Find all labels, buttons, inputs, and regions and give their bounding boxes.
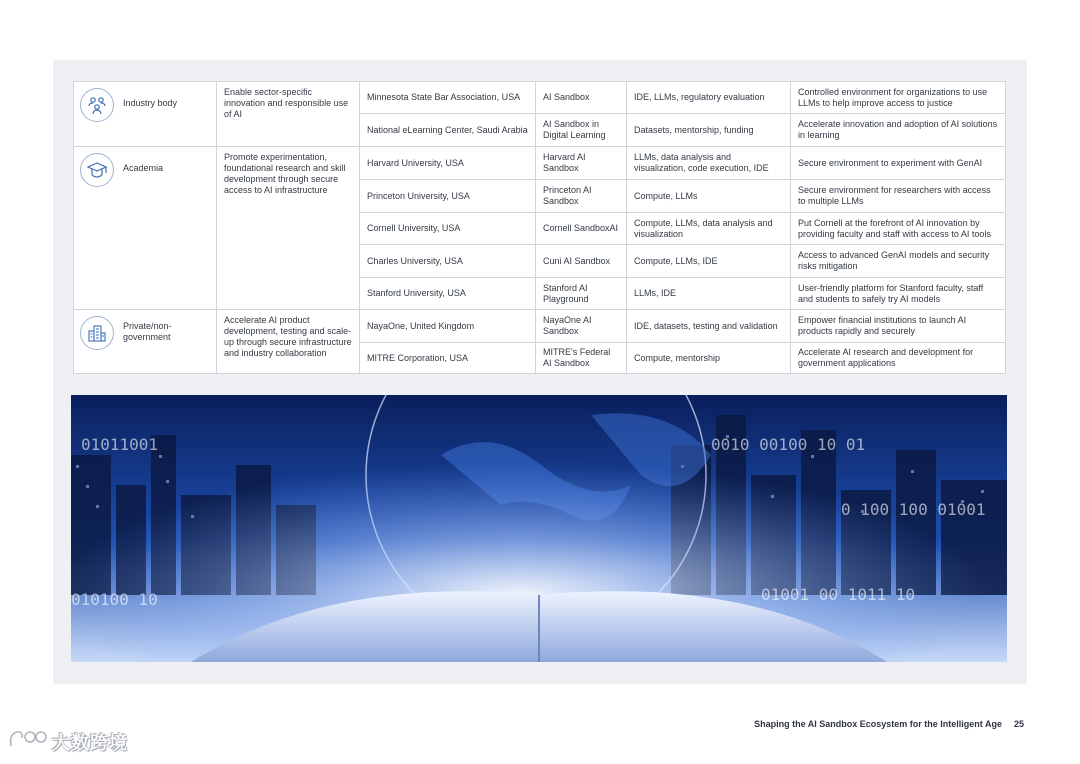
people-network-icon xyxy=(80,88,114,122)
purpose-cell: Put Cornell at the forefront of AI innovation by providing faculty and staff with access to AI tools xyxy=(798,217,991,239)
watermark-logo-icon xyxy=(8,728,48,755)
org-cell: National eLearning Center, Saudi Arabia xyxy=(367,124,528,135)
org-cell: MITRE Corporation, USA xyxy=(367,352,469,363)
graduation-cap-icon xyxy=(80,153,114,187)
org-cell: Princeton University, USA xyxy=(367,190,470,201)
content-panel xyxy=(53,60,1027,684)
page-number: 25 xyxy=(1013,719,1024,729)
purpose-cell: Empower financial institutions to launch AI products rapidly and securely xyxy=(798,315,967,336)
resources-cell: Compute, LLMs, IDE xyxy=(634,255,718,266)
sector-cell xyxy=(74,310,216,373)
sandbox-cell: AI Sandbox in Digital Learning xyxy=(543,119,606,140)
objective-cell: Accelerate AI product development, testing and scale-up through secure infrastructure and industry collaboration xyxy=(224,315,352,358)
resources-cell: Compute, LLMs, data analysis and visualization xyxy=(634,217,773,239)
sector-label: Private/non-government xyxy=(123,321,172,342)
resources-cell: LLMs, data analysis and visualization, code execution, IDE xyxy=(634,152,769,173)
sandbox-cell: AI Sandbox xyxy=(543,92,590,102)
sandbox-table xyxy=(73,81,1006,374)
org-cell: Harvard University, USA xyxy=(367,157,464,168)
watermark xyxy=(8,728,128,755)
purpose-cell: Secure environment to experiment with GenAI xyxy=(798,157,983,168)
resources-cell: Datasets, mentorship, funding xyxy=(634,124,754,135)
sandbox-cell: Princeton AI Sandbox xyxy=(543,185,592,206)
resources-cell: IDE, LLMs, regulatory evaluation xyxy=(634,92,765,102)
watermark-text: 大数跨境 xyxy=(52,732,128,753)
sector-cell xyxy=(74,147,216,309)
resources-cell: Compute, mentorship xyxy=(634,352,721,363)
purpose-cell: Accelerate innovation and adoption of AI solutions in learning xyxy=(798,119,998,140)
svg-text:0 100 100 01001: 0 100 100 01001 xyxy=(841,500,986,519)
svg-text:010100 10: 010100 10 xyxy=(71,590,158,609)
org-cell: Cornell University, USA xyxy=(367,223,461,233)
sandbox-cell: Harvard AI Sandbox xyxy=(543,152,586,173)
purpose-cell: Access to advanced GenAI models and security risks mitigation xyxy=(798,250,990,271)
sandbox-cell: Cuni AI Sandbox xyxy=(543,255,611,266)
sandbox-cell: Stanford AI Playground xyxy=(543,282,589,304)
svg-text:01011001: 01011001 xyxy=(81,435,159,454)
objective-cell: Promote experimentation, foundational research and skill development through secure access to AI infrastructure xyxy=(224,152,346,195)
resources-cell: Compute, LLMs xyxy=(634,190,698,201)
sector-label: Industry body xyxy=(123,98,178,108)
org-cell: Charles University, USA xyxy=(367,255,463,266)
org-cell: Stanford University, USA xyxy=(367,288,466,298)
org-cell: NayaOne, United Kingdom xyxy=(367,320,475,331)
svg-text:01001 00 1011 10: 01001 00 1011 10 xyxy=(761,585,916,604)
objective-cell: Enable sector-specific innovation and responsible use of AI xyxy=(224,87,349,119)
sandbox-cell: MITRE's Federal AI Sandbox xyxy=(543,347,611,368)
purpose-cell: Secure environment for researchers with access to multiple LLMs xyxy=(798,185,991,206)
resources-cell: LLMs, IDE xyxy=(634,288,677,298)
page-footer xyxy=(754,719,1024,729)
sector-cell xyxy=(74,82,216,146)
purpose-cell: Accelerate AI research and development for government applications xyxy=(798,347,974,368)
city-buildings-icon xyxy=(80,316,114,350)
hero-image xyxy=(71,395,1007,662)
purpose-cell: Controlled environment for organizations to use LLMs to help improve access to justice xyxy=(798,86,988,108)
footer-title: Shaping the AI Sandbox Ecosystem for the Intelligent Age xyxy=(754,719,1002,729)
purpose-cell: User-friendly platform for Stanford faculty, staff and students to safely try AI models xyxy=(798,282,984,304)
sandbox-cell: NayaOne AI Sandbox xyxy=(543,315,592,336)
sandbox-cell: Cornell SandboxAI xyxy=(543,223,619,233)
sector-label: Academia xyxy=(123,163,164,173)
org-cell: Minnesota State Bar Association, USA xyxy=(367,92,521,102)
svg-text:0010 00100 10 01: 0010 00100 10 01 xyxy=(711,435,866,454)
resources-cell: IDE, datasets, testing and validation xyxy=(634,320,778,331)
